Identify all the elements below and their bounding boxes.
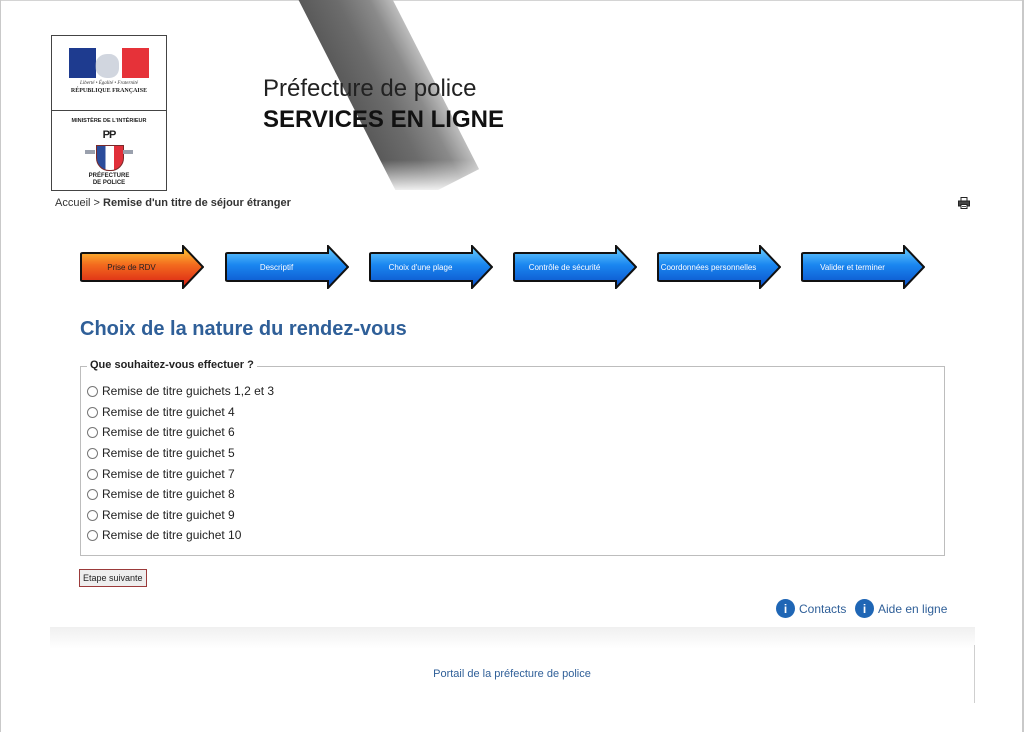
logo-divider — [52, 110, 166, 111]
radio-button[interactable] — [87, 448, 98, 459]
step-label: Descriptif — [259, 262, 294, 272]
option-label: Remise de titre guichet 5 — [102, 446, 235, 460]
radio-button[interactable] — [87, 489, 98, 500]
page-title: Choix de la nature du rendez-vous — [80, 318, 407, 340]
breadcrumb — [55, 197, 291, 209]
step-2 — [225, 245, 349, 289]
step-4 — [513, 245, 637, 289]
progress-steps — [80, 245, 950, 289]
header-fade — [150, 160, 570, 190]
option-label: Remise de titre guichet 7 — [102, 467, 235, 481]
info-icon: i — [776, 599, 795, 618]
option-label: Remise de titre guichet 4 — [102, 405, 235, 419]
info-icon: i — [855, 599, 874, 618]
logo-motto: Liberté • Égalité • Fraternité — [80, 81, 138, 86]
option-label: Remise de titre guichet 6 — [102, 425, 235, 439]
step-3 — [369, 245, 493, 289]
radio-button[interactable] — [87, 427, 98, 438]
crest-wing-left-icon — [85, 150, 95, 154]
police-crest-icon — [96, 145, 124, 171]
breadcrumb-current: Remise d'un titre de séjour étranger — [103, 197, 291, 209]
crest-wing-right-icon — [123, 150, 133, 154]
radio-button[interactable] — [87, 510, 98, 521]
option-guichet-10[interactable] — [87, 527, 241, 543]
option-guichet-4[interactable] — [87, 404, 235, 420]
option-guichet-5[interactable] — [87, 445, 235, 461]
step-label: Valider et terminer — [820, 262, 885, 272]
logo-prefecture-line2: DE POLICE — [92, 180, 126, 186]
site-subtitle: SERVICES EN LIGNE — [263, 106, 504, 133]
radio-button[interactable] — [87, 469, 98, 480]
option-guichets-1-2-3[interactable] — [87, 383, 274, 399]
step-1 — [80, 245, 204, 289]
option-label: Remise de titre guichets 1,2 et 3 — [102, 384, 275, 398]
step-6 — [801, 245, 925, 289]
step-label: Coordonnées personnelles — [660, 262, 757, 272]
logo-ministere: MINISTÈRE DE L'INTÉRIEUR — [71, 118, 147, 124]
breadcrumb-separator: > — [93, 197, 100, 209]
option-label: Remise de titre guichet 8 — [102, 487, 235, 501]
step-label: Contrôle de sécurité — [528, 262, 601, 272]
logo-republique: RÉPUBLIQUE FRANÇAISE — [70, 88, 148, 94]
help-label: Aide en ligne — [878, 601, 948, 616]
radio-button[interactable] — [87, 530, 98, 541]
radio-button[interactable] — [87, 386, 98, 397]
site-title: Préfecture de police — [263, 75, 477, 102]
step-5 — [657, 245, 781, 289]
option-label: Remise de titre guichet 10 — [102, 528, 242, 542]
fieldset-legend: Que souhaitez-vous effectuer ? — [87, 359, 257, 371]
footer-band — [50, 627, 975, 649]
contacts-label: Contacts — [799, 601, 847, 616]
marianne-flag-icon — [69, 48, 149, 78]
print-icon[interactable] — [958, 197, 970, 209]
option-guichet-6[interactable] — [87, 424, 235, 440]
help-link[interactable] — [855, 599, 947, 618]
step-label: Prise de RDV — [107, 262, 156, 272]
radio-button[interactable] — [87, 407, 98, 418]
logo-prefecture-text — [52, 173, 166, 187]
portal-link[interactable]: Portail de la préfecture de police — [433, 668, 591, 680]
step-label: Choix d'une plage — [388, 262, 453, 272]
option-guichet-8[interactable] — [87, 486, 235, 502]
next-step-button[interactable]: Etape suivante — [79, 569, 147, 587]
contacts-link[interactable] — [776, 599, 846, 618]
option-label: Remise de titre guichet 9 — [102, 508, 235, 522]
option-guichet-7[interactable] — [87, 466, 235, 482]
logo-pp: PP — [102, 129, 116, 141]
breadcrumb-home-link[interactable]: Accueil — [55, 197, 91, 209]
option-guichet-9[interactable] — [87, 507, 235, 523]
logo-prefecture-line1: PRÉFECTURE — [88, 173, 130, 179]
prefecture-logo[interactable] — [51, 35, 167, 191]
